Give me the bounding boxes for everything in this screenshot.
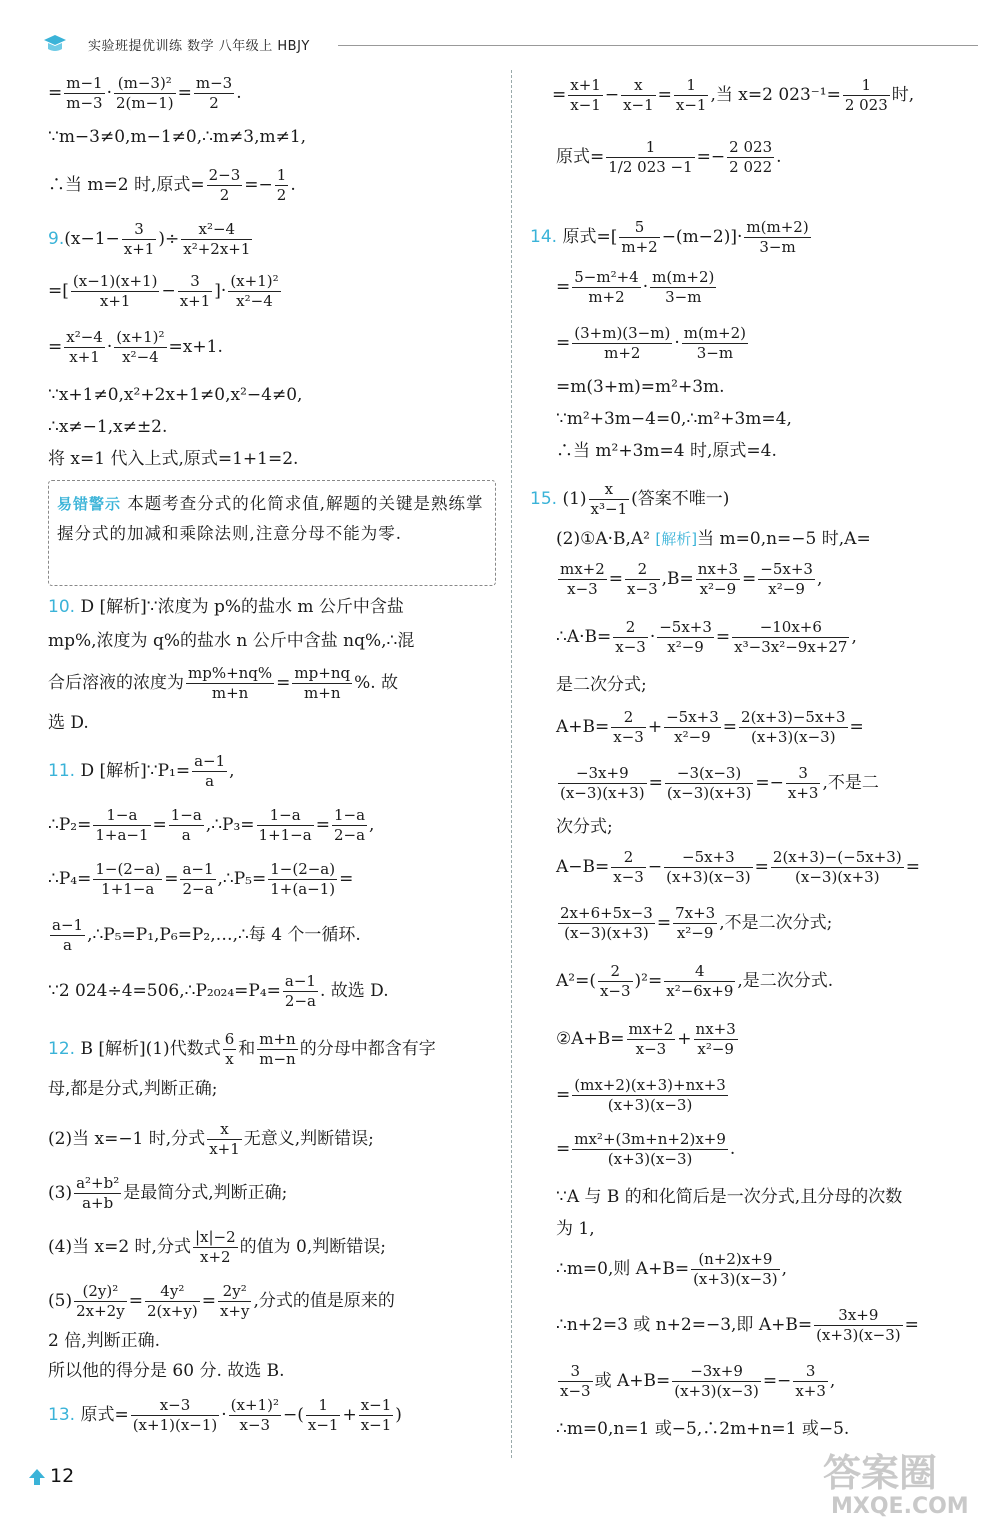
eq-line: = $\frac{\text{x²−4}}{x+1}$ · $\frac{\text{(x+1)²}}{\text{x²−4}}$ =x+1. [48,328,223,366]
watermark [817,1438,987,1524]
text-line: 为 1, [556,1219,595,1239]
analysis-tag: [解析] [655,530,698,548]
arrow-up-icon [28,1468,46,1486]
question-12: 12. B [解析](1)代数式 $\frac{6}{x}$ 和 $\frac{m+n}{m-n}$ 的分母中都含有字 [48,1030,436,1068]
eq-line: (3) $\frac{\text{a²+b²}}{a+b}$ 是最简分式,判断正确; [48,1174,288,1212]
watermark-bottom: MXQE.COM [831,1494,969,1519]
eq-line: $\frac{-3x+9}{(x-3)(x+3)}$ = $\frac{-3(x-3)}{(x-3)(x+3)}$ =− $\frac{3}{x+3}$ ,不是二 [560,764,879,802]
eq-line: A+B= $\frac{2}{x-3}$ + $\frac{-5x+3}{\text{x²−9}}$ = $\frac{2(x+3)-5x+3}{(x+3)(x-3)}$ = [556,708,864,746]
question-number: 10. [48,597,76,617]
text-line: (2)①A·B,A² [解析]当 m=0,n=−5 时,A= [556,529,871,549]
eq-line: =[ $\frac{(x-1)(x+1)}{x+1}$ − $\frac{3}{x+1}$ ]· $\frac{\text{(x+1)²}}{\text{x²−4}}$ [48,272,279,310]
text-line: ∵x+1≠0,x²+2x+1≠0,x²−4≠0, [48,385,303,405]
page-number-badge [24,1462,84,1492]
text-line: ∵A 与 B 的和化简后是一次分式,且分母的次数 [556,1187,903,1207]
tip-tag: 易错警示 [57,495,122,513]
text-line: ∵m²+3m−4=0,∴m²+3m=4, [556,409,792,429]
eq-line: ②A+B= $\frac{mx+2}{x-3}$ + $\frac{nx+3}{\text{x²−9}}$ [556,1020,736,1058]
eq-line: $\frac{a-1}{a}$ ,∴P₅=P₁,P₆=P₂,…,∴每 4 个一循环. [52,916,361,954]
text-line: ∴x≠−1,x≠±2. [48,417,168,437]
eq-line: $\frac{mx+2}{x-3}$ = $\frac{2}{x-3}$ ,B= $\frac{nx+3}{\text{x²−9}}$ = $\frac{-5x+3}{\text{x²−9}}$ , [560,560,823,598]
question-number: 15. [530,489,558,509]
eq-line: (5) $\frac{\text{(2y)²}}{2x+2y}$ = $\frac{\text{4y²}}{2(x+y)}$ = $\frac{\text{2y²}}{x+y}$ ,分式的值是原来的 [48,1282,395,1320]
question-number: 9. [48,229,65,249]
eq-line: A²=( $\frac{2}{x-3}$ )²= $\frac{4}{\text{x²−6x+9}}$ ,是二次分式. [556,962,834,1000]
text-line: ∴当 m²+3m=4 时,原式=4. [556,441,777,461]
text-line: ∵m−3≠0,m−1≠0,∴m≠3,m≠1, [48,127,307,147]
eq-line: = $\frac{(mx+2)(x+3)+nx+3}{(x+3)(x-3)}$ [556,1076,726,1114]
text-line: 是二次分式; [556,675,647,695]
eq-line: (2)当 x=−1 时,分式 $\frac{x}{x+1}$ 无意义,判断错误; [48,1120,374,1158]
text-line: =m(3+m)=m²+3m. [556,377,725,397]
question-9: 9.(x−1− $\frac{3}{x+1}$ )÷ $\frac{\text{x²−4}}{\text{x²+2x+1}}$ [48,220,251,258]
question-number: 11. [48,761,76,781]
eq-line: 原式= $\frac{1}{1/2 023 -1}$ =− $\frac{2 023}{2 022}$ . [556,138,782,176]
eq-line: $\frac{2x+6+5x-3}{(x-3)(x+3)}$ = $\frac{7x+3}{\text{x²−9}}$ ,不是二次分式; [560,904,833,942]
eq-line: ∴A·B= $\frac{2}{x-3}$ · $\frac{-5x+3}{\text{x²−9}}$ = $\frac{-10x+6}{\text{x³−3x²−9x+27}}$ , [556,618,857,656]
header-title: 实验班提优训练 数学 八年级上 HBJY [88,39,310,54]
eq-line: ∴P₄= $\frac{1-(2-a)}{1+1-a}$ = $\frac{a-1}{2-a}$ ,∴P₅= $\frac{1-(2-a)}{1+(a-1)}$ = [48,860,354,898]
text-line: 母,都是分式,判断正确; [48,1079,218,1099]
header-rule [338,45,978,46]
watermark-top: 答案圈 [823,1451,938,1495]
question-13: 13. 原式= $\frac{x-3}{(x+1)(x-1)}$ · $\frac{\text{(x+1)²}}{x-3}$ −( $\frac{1}{x-1}$ + $\frac{x-1}{x-1}$ ) [48,1396,402,1434]
eq-line: ∴当 m=2 时,原式= $\frac{2-3}{2}$ =− $\frac{1}{2}$ . [48,166,296,204]
eq-line: (4)当 x=2 时,分式 $\frac{|x|-2}{x+2}$ 的值为 0,判断错误; [48,1228,386,1266]
question-10: 10. D [解析]∵浓度为 p%的盐水 m 公斤中含盐 [48,597,404,617]
text-line: 将 x=1 代入上式,原式=1+1=2. [48,449,299,469]
error-warning-box [48,480,496,586]
question-number: 12. [48,1039,76,1059]
book-logo-icon [42,32,68,54]
question-11: 11. D [解析]∵P₁= $\frac{a-1}{a}$ , [48,752,235,790]
eq-line: ∴n+2=3 或 n+2=−3,即 A+B= $\frac{3x+9}{(x+3)(x-3)}$ = [556,1306,919,1344]
eq-line: 合后溶液的浓度为 $\frac{mp\%+nq\%}{m+n}$ = $\frac{mp+nq}{m+n}$ %. 故 [48,664,399,702]
text-line: mp%,浓度为 q%的盐水 n 公斤中含盐 nq%,∴混 [48,631,415,651]
column-divider [511,70,512,1458]
question-number: 13. [48,1405,76,1425]
eq-line: = $\frac{(3+m)(3-m)}{m+2}$ · $\frac{m(m+2)}{3-m}$ [556,324,747,362]
eq-line: ∴m=0,则 A+B= $\frac{(n+2)x+9}{(x+3)(x-3)}$ , [556,1250,788,1288]
text-line: 2 倍,判断正确. [48,1331,161,1351]
text-line: 所以他的得分是 60 分. 故选 B. [48,1361,285,1381]
eq-line: = $\frac{x+1}{x-1}$ − $\frac{x}{x-1}$ = $\frac{1}{x-1}$ ,当 x=2 023⁻¹= $\frac{1}{2 023}$ 时, [552,76,915,114]
page-number: 12 [50,1465,75,1487]
text-line: 选 D. [48,713,89,733]
eq-line: ∵2 024÷4=506,∴P₂₀₂₄=P₄= $\frac{a-1}{2-a}$ . 故选 D. [48,972,389,1010]
eq-line: $\frac{3}{x-3}$ 或 A+B= $\frac{-3x+9}{(x+3)(x-3)}$ =− $\frac{3}{x+3}$ , [560,1362,836,1400]
eq-line: = $\frac{\text{5−m²+4}}{m+2}$ · $\frac{m(m+2)}{3-m}$ [556,268,715,306]
question-15: 15. (1) $\frac{x}{\text{x³−1}}$ (答案不唯一) [530,480,730,518]
eq-line: A−B= $\frac{2}{x-3}$ − $\frac{-5x+3}{(x+3)(x-3)}$ = $\frac{2(x+3)-(-5x+3)}{(x-3)(x+3)}$ = [556,848,920,886]
eq-line: = $\frac{m-1}{m-3}$ · $\frac{\text{(m−3)²}}{2(m-1)}$ = $\frac{m-3}{2}$ . [48,74,242,112]
page-header [38,30,978,58]
text-line: ∴m=0,n=1 或−5,∴2m+n=1 或−5. [556,1419,850,1439]
text-line: 次分式; [556,817,613,837]
eq-line: = $\frac{\text{mx²+(3m+n+2)x+9}}{(x+3)(x-3)}$ . [556,1130,736,1168]
tip-text: 易错警示 本题考查分式的化简求值,解题的关键是熟练掌握分式的加减和乘除法则,注意分母不能为零. [57,494,484,543]
question-14: 14. 原式=[ $\frac{5}{m+2}$ −(m−2)]· $\frac{m(m+2)}{3-m}$ [530,218,809,256]
eq-line: ∴P₂= $\frac{1-a}{1+a-1}$ = $\frac{1-a}{a}$ ,∴P₃= $\frac{1-a}{1+1-a}$ = $\frac{1-a}{2-a}$ , [48,806,375,844]
question-number: 14. [530,227,558,247]
